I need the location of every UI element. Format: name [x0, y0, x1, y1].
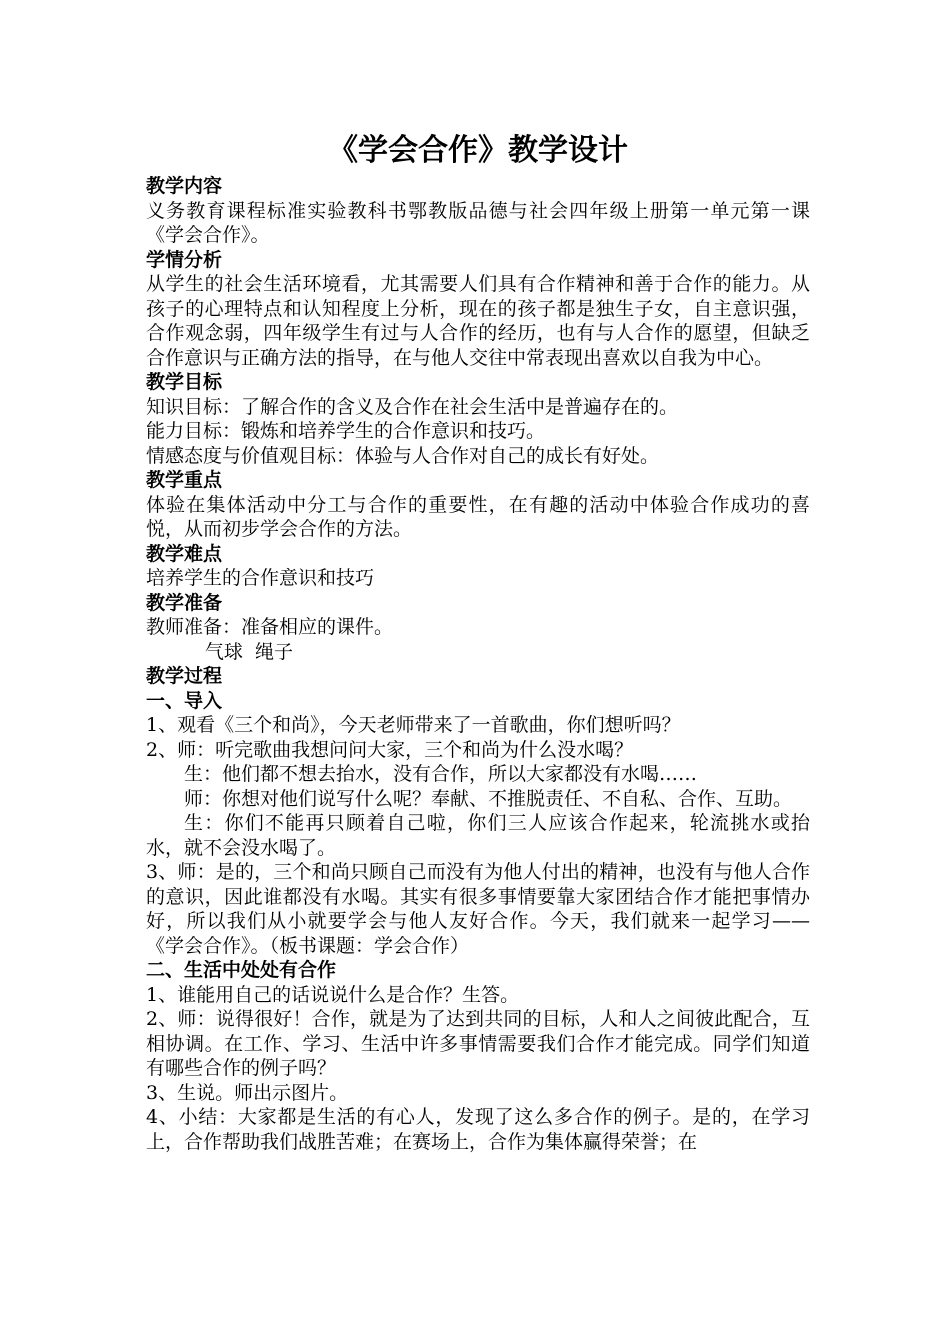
preparation-line-materials: 气球 绳子 [204, 640, 293, 663]
document-page [146, 128, 810, 1154]
goal-item-ability: 能力目标：锻炼和培养学生的合作意识和技巧。 [146, 420, 546, 442]
document-title: 《学会合作》教学设计 [328, 133, 628, 168]
process-part1-p4: 师：你想对他们说写什么呢？奉献、不推脱责任、不自私、合作、互助。 [184, 787, 793, 810]
section-heading-goals: 教学目标 [146, 371, 223, 393]
process-part1-heading: 一、导入 [146, 689, 223, 712]
process-part1-p6: 3、师：是的，三个和尚只顾自己而没有为他人付出的精神，也没有与他人合作的意识，因此谁都没有水喝。其实有很多事情要靠大家团结合作才能把事情办好，所以我们从小就要学会与他人友好合作。今天，我们就来一起学习——《学会合作》。（板书课题：学会合作） [146, 861, 810, 957]
section-heading-focus: 教学重点 [146, 469, 223, 491]
goal-item-emotion: 情感态度与价值观目标：体验与人合作对自己的成长有好处。 [146, 444, 660, 467]
process-part2-p1: 1、谁能用自己的话说说什么是合作？生答。 [146, 983, 520, 1006]
process-part2-p4: 4、小结：大家都是生活的有心人，发现了这么多合作的例子。是的，在学习上，合作帮助我们战胜苦难；在赛场上，合作为集体赢得荣誉；在 [146, 1106, 810, 1153]
process-part1-p1: 1、观看《三个和尚》，今天老师带来了一首歌曲，你们想听吗？ [146, 714, 681, 736]
goal-item-knowledge: 知识目标：了解合作的含义及合作在社会生活中是普遍存在的。 [146, 395, 679, 418]
process-part2-p2: 2、师：说得很好！合作，就是为了达到共同的目标，人和人之间彼此配合，互相协调。在工作、学习、生活中许多事情需要我们合作才能完成。同学们知道有哪些合作的例子吗？ [146, 1008, 810, 1079]
process-part2-heading: 二、生活中处处有合作 [146, 959, 337, 981]
section-text-difficulty: 培养学生的合作意识和技巧 [146, 567, 375, 589]
process-part1-p5: 生：你们不能再只顾着自己啦，你们三人应该合作起来，轮流挑水或抬水，就不会没水喝了。 [146, 812, 810, 859]
section-text-analysis: 从学生的社会生活环境看，尤其需要人们具有合作精神和善于合作的能力。从孩子的心理特点和认知程度上分析，现在的孩子都是独生子女，自主意识强，合作观念弱，四年级学生有过与人合作的经历，也有与人合作的愿望，但缺乏合作意识与正确方法的指导，在与他人交往中常表现出喜欢以自我为中心。 [146, 273, 810, 369]
section-heading-process: 教学过程 [146, 665, 223, 687]
process-part1-p3: 生：他们都不想去抬水，没有合作，所以大家都没有水喝…… [184, 763, 698, 785]
section-heading-content: 教学内容 [146, 175, 223, 197]
section-heading-difficulty: 教学难点 [146, 542, 223, 565]
process-part1-p2: 2、师：听完歌曲我想问问大家，三个和尚为什么没水喝？ [146, 738, 634, 761]
process-part2-p3: 3、生说。师出示图片。 [146, 1081, 349, 1104]
section-heading-analysis: 学情分析 [146, 248, 223, 271]
section-text-content: 义务教育课程标准实验教科书鄂教版品德与社会四年级上册第一单元第一课《学会合作》。 [146, 199, 810, 246]
section-heading-preparation: 教学准备 [146, 591, 223, 614]
preparation-line-teacher: 教师准备：准备相应的课件。 [146, 616, 394, 638]
section-text-focus: 体验在集体活动中分工与合作的重要性，在有趣的活动中体验合作成功的喜悦，从而初步学会合作的方法。 [146, 493, 810, 540]
